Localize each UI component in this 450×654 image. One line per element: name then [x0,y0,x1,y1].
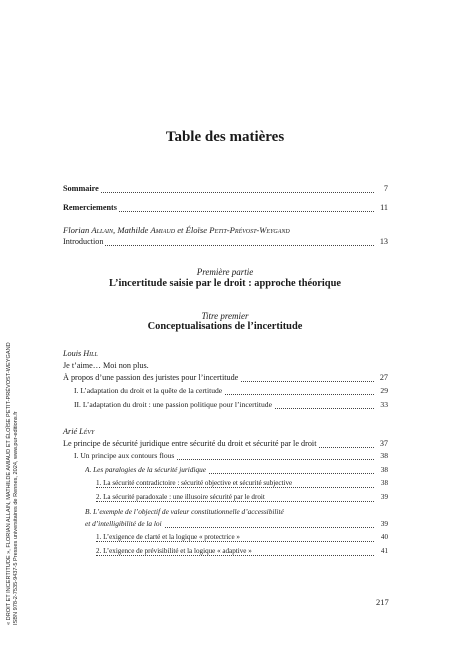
part-title: L’incertitude saisie par le droit : approche théorique [109,278,341,289]
toc-entry-chapter2-A2[interactable]: 2. La sécurité paradoxale : une illusoire sécurité par le droit 39 [96,493,388,501]
toc-entry-chapter2-part1[interactable]: I. Un principe aux contours flous 38 [74,451,388,460]
toc-entry-chapter2[interactable]: Le principe de sécurité juridique entre sécurité du droit et sécurité par le droit 37 [63,439,388,448]
page-number: 217 [376,597,389,607]
page-title: Table des matières [165,129,285,145]
toc-entry-introduction[interactable]: Introduction 13 [63,237,388,246]
titre-title: Conceptualisations de l’incertitude [147,321,303,332]
chapter2-author: Arié Lévy [63,427,95,436]
toc-entry-chapter1-part2[interactable]: II. L’adaptation du droit : une passion politique pour l’incertitude 33 [74,400,388,409]
toc-entry-chapter2-sectionA[interactable]: A. Les paralogies de la sécurité juridique 38 [85,465,388,474]
toc-entry-chapter2-A1[interactable]: 1. La sécurité contradictoire : sécurité objective et sécurité subjective 38 [96,479,388,487]
side-copyright-note [6,342,20,625]
chapter1-author: Louis Hill [63,349,98,358]
intro-authors: Florian Allain, Mathilde Amiaud et Éloïse Petit-Prévost-Weygand [63,225,290,235]
toc-entry-remerciements[interactable]: Remerciements 11 [63,203,388,212]
toc-entry-chapter1[interactable]: À propos d’une passion des juristes pour l’incertitude 27 [63,373,388,382]
toc-entry-chapter2-B1[interactable]: 1. L’exigence de clarté et la logique « protectrice » 40 [96,533,388,541]
part-label: Première partie [196,267,254,277]
chapter1-title-line: Je t’aime… Moi non plus. [63,361,149,370]
toc-entry-chapter2-B2[interactable]: 2. L’exigence de prévisibilité et la logique « adaptive » 41 [96,547,388,555]
toc-entry-chapter2-sectionB[interactable]: et d’intelligibilité de la loi 39 [85,519,388,528]
side-note-line-1: « DROIT ET INCERTITUDE », FLORIAN ALLAIN, MATHILDE AMIAUD ET ÉLOÏSE PETIT-PRÉVOST-WEYGAND [6,342,12,625]
toc-entry-chapter1-part1[interactable]: I. L’adaptation du droit et la quête de la certitude 29 [74,386,388,395]
toc-entry-sommaire[interactable]: Sommaire 7 [63,184,388,193]
titre-label: Titre premier [201,311,249,321]
side-note-line-2: ISBN 978-2-7535-9437-5 Presses universitaires de Rennes, 2024, www.pur-editions.fr [13,411,19,625]
toc-entry-chapter2-sectionB-line1[interactable]: B. L’exemple de l’objectif de valeur constitutionnelle d’accessibilité [85,507,284,516]
